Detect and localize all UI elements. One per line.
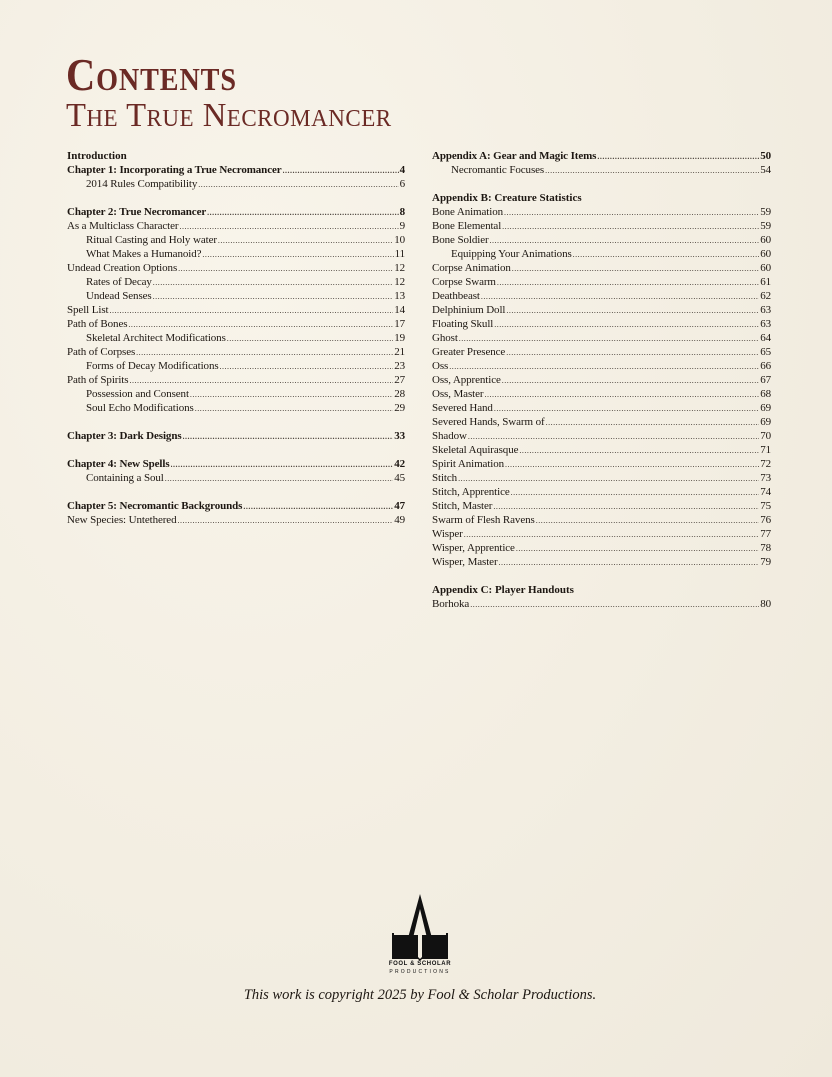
toc-page-number: 72 xyxy=(760,458,771,470)
toc-page-number: 66 xyxy=(760,360,771,372)
toc-entry-label: Stitch, Master xyxy=(432,500,493,512)
toc-entry-label: Oss xyxy=(432,360,449,372)
toc-entry-label: New Species: Untethered xyxy=(67,514,177,526)
toc-entry[interactable] xyxy=(67,163,405,177)
toc-entry-label: Shadow xyxy=(432,430,467,442)
toc-entry-label: Ghost xyxy=(432,332,458,344)
toc-page-number: 11 xyxy=(394,248,405,260)
toc-dot-leader xyxy=(218,234,393,248)
toc-entry[interactable] xyxy=(432,401,771,415)
toc-entry[interactable] xyxy=(432,471,771,485)
toc-entry-label: Severed Hands, Swarm of xyxy=(432,416,545,428)
toc-page-number: 80 xyxy=(760,598,771,610)
toc-dot-leader xyxy=(165,472,393,486)
toc-entry[interactable] xyxy=(432,485,771,499)
toc-page-number: 12 xyxy=(394,262,405,274)
toc-entry[interactable] xyxy=(67,205,405,219)
toc-entry-label: Chapter 1: Incorporating a True Necromancer xyxy=(67,164,282,176)
toc-page-number: 27 xyxy=(394,374,405,386)
toc-dot-leader xyxy=(458,472,759,486)
toc-entry-label: Swarm of Flesh Ravens xyxy=(432,514,535,526)
toc-dot-leader xyxy=(516,542,759,556)
toc-dot-leader xyxy=(202,248,393,262)
toc-entry-label: Containing a Soul xyxy=(86,472,164,484)
toc-entry-label: Bone Animation xyxy=(432,206,504,218)
toc-spacer xyxy=(432,569,771,583)
toc-entry-label: What Makes a Humanoid? xyxy=(86,248,202,260)
toc-page-number: 75 xyxy=(760,500,771,512)
page-title: Contents xyxy=(66,49,237,100)
toc-entry-label: Spirit Animation xyxy=(432,458,505,470)
toc-entry[interactable] xyxy=(67,233,405,247)
toc-dot-leader xyxy=(499,556,760,570)
toc-entry-label: Skeletal Aquirasque xyxy=(432,444,519,456)
toc-dot-leader xyxy=(183,430,394,444)
toc-entry[interactable] xyxy=(432,247,771,261)
toc-dot-leader xyxy=(494,402,759,416)
toc-entry[interactable] xyxy=(432,359,771,373)
toc-entry[interactable] xyxy=(432,373,771,387)
toc-entry[interactable] xyxy=(67,499,405,513)
toc-dot-leader xyxy=(493,500,759,514)
toc-entry-label: Chapter 2: True Necromancer xyxy=(67,206,207,218)
toc-dot-leader xyxy=(459,332,759,346)
toc-entry[interactable] xyxy=(67,247,405,261)
toc-entry[interactable] xyxy=(67,457,405,471)
toc-entry-label: Rates of Decay xyxy=(86,276,152,288)
toc-entry-label: Delphinium Doll xyxy=(432,304,506,316)
toc-section-heading: Appendix B: Creature Statistics xyxy=(432,192,582,204)
toc-page-number: 71 xyxy=(760,444,771,456)
logo-subtitle: PRODUCTIONS xyxy=(389,969,451,975)
toc-dot-leader xyxy=(484,388,759,402)
toc-dot-leader xyxy=(546,416,760,430)
toc-entry[interactable] xyxy=(67,219,405,233)
toc-page-number: 23 xyxy=(394,360,405,372)
toc-spacer xyxy=(67,415,405,429)
toc-entry[interactable] xyxy=(432,513,771,527)
toc-dot-leader xyxy=(497,276,759,290)
toc-dot-leader xyxy=(153,290,394,304)
toc-entry-label: Soul Echo Modifications xyxy=(86,402,194,414)
toc-entry-label: Corpse Swarm xyxy=(432,276,496,288)
toc-entry-label: Deathbeast xyxy=(432,290,480,302)
toc-entry[interactable] xyxy=(432,443,771,457)
toc-entry[interactable] xyxy=(432,289,771,303)
toc-page-number: 6 xyxy=(399,178,405,190)
toc-spacer xyxy=(67,191,405,205)
toc-page-number: 8 xyxy=(399,206,405,218)
toc-dot-leader xyxy=(468,430,759,444)
toc-dot-leader xyxy=(519,444,759,458)
toc-page-number: 69 xyxy=(760,402,771,414)
toc-entry-label: Greater Presence xyxy=(432,346,506,358)
toc-dot-leader xyxy=(220,360,394,374)
toc-spacer xyxy=(432,177,771,191)
toc-entry-label: Path of Spirits xyxy=(67,374,129,386)
toc-entry[interactable] xyxy=(432,233,771,247)
toc-dot-leader xyxy=(505,458,759,472)
toc-page-number: 78 xyxy=(760,542,771,554)
toc-page-number: 12 xyxy=(394,276,405,288)
toc-dot-leader xyxy=(227,332,393,346)
toc-entry-label: Chapter 5: Necromantic Backgrounds xyxy=(67,500,243,512)
toc-entry-label: Corpse Animation xyxy=(432,262,511,274)
toc-entry[interactable] xyxy=(432,149,771,163)
toc-entry[interactable] xyxy=(432,429,771,443)
toc-entry[interactable] xyxy=(67,275,405,289)
toc-entry[interactable] xyxy=(432,219,771,233)
toc-entry-label: Chapter 3: Dark Designs xyxy=(67,430,182,442)
toc-entry[interactable] xyxy=(67,513,405,527)
toc-entry-label: Wisper, Apprentice xyxy=(432,542,515,554)
toc-page-number: 77 xyxy=(760,528,771,540)
toc-entry-label: Borhoka xyxy=(432,598,470,610)
toc-dot-leader xyxy=(178,514,394,528)
toc-page-number: 10 xyxy=(394,234,405,246)
toc-page-number: 65 xyxy=(760,346,771,358)
toc-entry-label: Possession and Consent xyxy=(86,388,189,400)
toc-entry-label: Undead Creation Options xyxy=(67,262,178,274)
toc-page-number: 63 xyxy=(760,304,771,316)
toc-entry[interactable] xyxy=(432,499,771,513)
toc-dot-leader xyxy=(512,262,759,276)
toc-spacer xyxy=(67,485,405,499)
toc-page-number: 17 xyxy=(394,318,405,330)
toc-entry[interactable] xyxy=(432,415,771,429)
toc-entry-label: Floating Skull xyxy=(432,318,494,330)
toc-section-heading: Introduction xyxy=(67,150,127,162)
toc-dot-leader xyxy=(153,276,393,290)
toc-entry[interactable] xyxy=(67,387,405,401)
toc-entry[interactable] xyxy=(432,205,771,219)
toc-entry-label: Ritual Casting and Holy water xyxy=(86,234,217,246)
toc-entry-label: Stitch xyxy=(432,472,458,484)
toc-page-number: 60 xyxy=(760,248,771,260)
toc-page-number: 73 xyxy=(760,472,771,484)
toc-entry-label: Equipping Your Animations xyxy=(451,248,572,260)
toc-dot-leader xyxy=(207,206,398,220)
toc-dot-leader xyxy=(506,304,759,318)
toc-dot-leader xyxy=(129,374,393,388)
toc-entry[interactable] xyxy=(67,429,405,443)
toc-entry[interactable] xyxy=(67,359,405,373)
toc-page-number: 9 xyxy=(399,220,405,232)
toc-entry-label: Bone Elemental xyxy=(432,220,502,232)
toc-page-number: 62 xyxy=(760,290,771,302)
toc-page-number: 33 xyxy=(394,430,405,442)
toc-entry[interactable] xyxy=(67,317,405,331)
toc-entry[interactable] xyxy=(432,331,771,345)
toc-entry-label: Forms of Decay Modifications xyxy=(86,360,219,372)
toc-dot-leader xyxy=(283,164,399,178)
toc-dot-leader xyxy=(502,374,759,388)
toc-entry-label: Chapter 4: New Spells xyxy=(67,458,170,470)
toc-dot-leader xyxy=(464,528,759,542)
toc-entry-label: Oss, Master xyxy=(432,388,484,400)
toc-entry[interactable] xyxy=(432,163,771,177)
toc-spacer xyxy=(67,443,405,457)
toc-entry[interactable] xyxy=(67,261,405,275)
toc-entry-label: Wisper, Master xyxy=(432,556,498,568)
toc-entry[interactable] xyxy=(67,471,405,485)
toc-dot-leader xyxy=(502,220,759,234)
toc-dot-leader xyxy=(573,248,760,262)
toc-page-number: 4 xyxy=(399,164,405,176)
toc-dot-leader xyxy=(243,500,393,514)
toc-dot-leader xyxy=(597,150,759,164)
toc-page-number: 50 xyxy=(760,150,771,162)
toc-entry[interactable] xyxy=(432,457,771,471)
toc-dot-leader xyxy=(171,458,394,472)
page-subtitle: The True Necromancer xyxy=(66,97,392,134)
toc-dot-leader xyxy=(506,346,759,360)
toc-entry[interactable] xyxy=(432,555,771,569)
toc-dot-leader xyxy=(490,234,760,248)
toc-dot-leader xyxy=(178,262,393,276)
toc-entry-label: 2014 Rules Compatibility xyxy=(86,178,198,190)
toc-page-number: 28 xyxy=(394,388,405,400)
toc-page-number: 79 xyxy=(760,556,771,568)
toc-page-number: 42 xyxy=(394,458,405,470)
toc-entry[interactable] xyxy=(67,345,405,359)
toc-entry[interactable] xyxy=(67,373,405,387)
toc-entry-label: Oss, Apprentice xyxy=(432,374,501,386)
toc-page-number: 29 xyxy=(394,402,405,414)
toc-page-number: 64 xyxy=(760,332,771,344)
toc-dot-leader xyxy=(109,304,393,318)
toc-entry[interactable] xyxy=(432,387,771,401)
toc-dot-leader xyxy=(195,402,393,416)
toc-page-number: 60 xyxy=(760,234,771,246)
toc-page-number: 59 xyxy=(760,206,771,218)
toc-section-heading: Appendix C: Player Handouts xyxy=(432,584,574,596)
toc-page-number: 68 xyxy=(760,388,771,400)
toc-page-number: 47 xyxy=(394,500,405,512)
toc-dot-leader xyxy=(198,178,398,192)
toc-left-column xyxy=(67,149,405,527)
toc-dot-leader xyxy=(511,486,760,500)
toc-entry-label: Skeletal Architect Modifications xyxy=(86,332,226,344)
toc-entry-label: Wisper xyxy=(432,528,463,540)
toc-page-number: 21 xyxy=(394,346,405,358)
toc-page-number: 63 xyxy=(760,318,771,330)
toc-page-number: 70 xyxy=(760,430,771,442)
toc-entry[interactable] xyxy=(432,541,771,555)
toc-page-number: 60 xyxy=(760,262,771,274)
toc-entry[interactable] xyxy=(432,317,771,331)
toc-dot-leader xyxy=(545,164,759,178)
toc-entry[interactable] xyxy=(432,345,771,359)
toc-entry[interactable] xyxy=(67,289,405,303)
toc-dot-leader xyxy=(449,360,759,374)
toc-page-number: 67 xyxy=(760,374,771,386)
toc-entry[interactable] xyxy=(432,527,771,541)
toc-entry-label: Severed Hand xyxy=(432,402,493,414)
toc-page-number: 19 xyxy=(394,332,405,344)
toc-entry[interactable] xyxy=(432,303,771,317)
toc-page-number: 14 xyxy=(394,304,405,316)
toc-dot-leader xyxy=(536,514,759,528)
toc-entry-label: Stitch, Apprentice xyxy=(432,486,510,498)
toc-page-number: 54 xyxy=(760,164,771,176)
toc-entry[interactable] xyxy=(67,177,405,191)
toc-entry[interactable] xyxy=(432,261,771,275)
toc-dot-leader xyxy=(179,220,398,234)
toc-entry-label: Appendix A: Gear and Magic Items xyxy=(432,150,597,162)
toc-dot-leader xyxy=(494,318,759,332)
toc-page-number: 13 xyxy=(394,290,405,302)
toc-dot-leader xyxy=(481,290,759,304)
toc-dot-leader xyxy=(470,598,759,612)
toc-entry-label: Path of Bones xyxy=(67,318,128,330)
toc-dot-leader xyxy=(136,346,393,360)
toc-entry[interactable] xyxy=(67,303,405,317)
toc-entry[interactable] xyxy=(432,275,771,289)
toc-entry-label: Spell List xyxy=(67,304,109,316)
toc-page-number: 76 xyxy=(760,514,771,526)
toc-page-number: 74 xyxy=(760,486,771,498)
toc-entry[interactable] xyxy=(67,401,405,415)
toc-entry-label: As a Multiclass Character xyxy=(67,220,179,232)
toc-page-number: 59 xyxy=(760,220,771,232)
toc-dot-leader xyxy=(504,206,759,220)
toc-dot-leader xyxy=(128,318,393,332)
toc-entry-label: Necromantic Focuses xyxy=(451,164,545,176)
toc-entry-label: Bone Soldier xyxy=(432,234,489,246)
toc-page-number: 45 xyxy=(394,472,405,484)
logo-name: FOOL & SCHOLAR xyxy=(388,961,452,967)
toc-entry-label: Undead Senses xyxy=(86,290,152,302)
toc-page-number: 61 xyxy=(760,276,771,288)
toc-entry[interactable] xyxy=(432,597,771,611)
copyright-notice: This work is copyright 2025 by Fool & Scholar Productions. xyxy=(243,987,597,1003)
toc-page-number: 49 xyxy=(394,514,405,526)
toc-dot-leader xyxy=(190,388,393,402)
toc-right-column xyxy=(432,149,771,611)
toc-entry-label: Path of Corpses xyxy=(67,346,136,358)
toc-page-number: 69 xyxy=(760,416,771,428)
toc-entry[interactable] xyxy=(67,331,405,345)
